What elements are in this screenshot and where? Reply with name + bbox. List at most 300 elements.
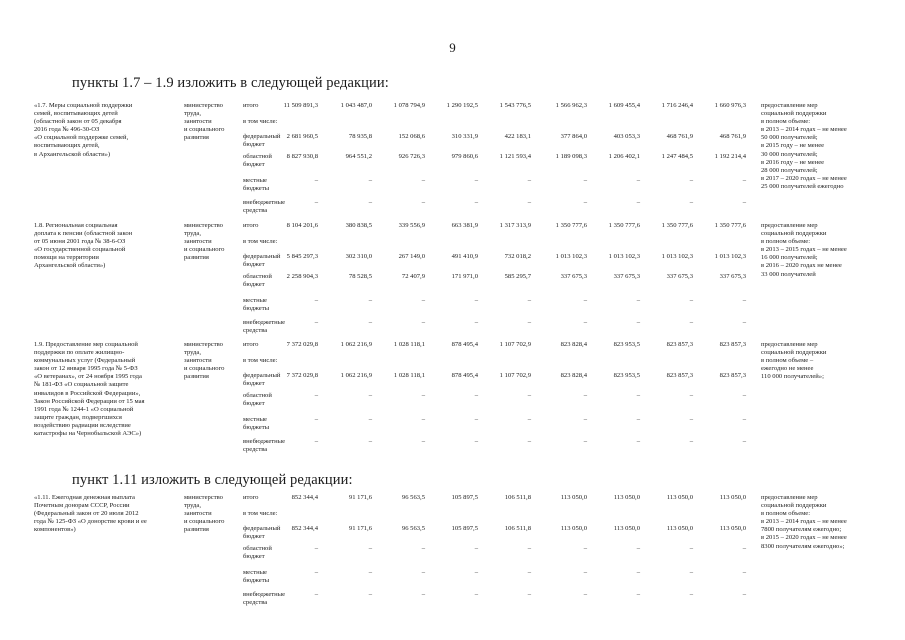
- funding-value-cell: –: [742, 319, 746, 326]
- funding-value-cell: –: [368, 438, 372, 445]
- description-line: помощи на территории: [34, 254, 99, 262]
- description-line: (Федеральный закон от 20 июля 2012: [34, 510, 139, 518]
- funding-value-cell: 1 013 102,3: [555, 252, 587, 260]
- responsible-line: развития: [184, 134, 209, 142]
- funding-value-cell: 337 675,3: [719, 273, 746, 280]
- funding-value-cell: –: [689, 199, 693, 206]
- funding-value-cell: 267 149,0: [398, 252, 425, 260]
- source-line: федеральный: [243, 371, 281, 379]
- funding-value-cell: –: [742, 392, 746, 399]
- result-line: социальной поддержки: [761, 230, 827, 238]
- funding-value-cell: 78 935,8: [348, 132, 372, 140]
- funding-value-cell: 823 953,5: [613, 371, 640, 379]
- description-line: компонентов»): [34, 526, 76, 534]
- result-line: 30 000 получателей;: [761, 150, 818, 158]
- responsible-line: развития: [184, 254, 209, 262]
- funding-value-cell: –: [689, 392, 693, 399]
- funding-value-cell: 1 317 313,9: [499, 222, 531, 229]
- funding-value-cell: 1 013 102,3: [608, 252, 640, 260]
- funding-value-cell: 113 050,0: [560, 524, 587, 532]
- funding-value-cell: –: [314, 199, 318, 206]
- funding-value-cell: 5 845 297,3: [286, 252, 318, 260]
- funding-value-cell: –: [474, 297, 478, 304]
- funding-value-cell: –: [527, 319, 531, 326]
- description-line: № 181-ФЗ «О социальной защите: [34, 381, 129, 389]
- source-line: внебюджетные: [243, 438, 286, 445]
- funding-value-cell: –: [742, 569, 746, 576]
- funding-value-cell: 337 675,3: [560, 273, 587, 280]
- source-line: федеральный: [243, 524, 281, 532]
- funding-value-cell: –: [368, 392, 372, 399]
- funding-value-cell: 113 050,0: [719, 524, 746, 532]
- item-description: [34, 494, 184, 534]
- funding-value-cell: 339 556,9: [398, 222, 425, 229]
- result-line: в 2015 – 2020 годах – не менее: [761, 534, 847, 542]
- funding-value-cell: 7 372 029,8: [286, 371, 318, 379]
- description-line: коммунальных услуг (Федеральный: [34, 357, 136, 365]
- funding-value-cell: 72 407,9: [401, 273, 425, 280]
- funding-value-cell: –: [689, 545, 693, 552]
- funding-value-cell: –: [368, 199, 372, 206]
- funding-value-cell: –: [636, 392, 640, 399]
- funding-value-cell: –: [527, 297, 531, 304]
- funding-source-label: [243, 238, 303, 246]
- funding-value-cell: –: [527, 591, 531, 598]
- funding-value-cell: 852 344,4: [291, 524, 318, 532]
- funding-value-cell: 1 028 118,1: [393, 341, 425, 348]
- result-line: в 2017 – 2020 годах – не менее: [761, 174, 847, 182]
- item-description: [34, 102, 184, 159]
- expected-result: [761, 494, 873, 551]
- funding-value-cell: 1 716 246,4: [661, 102, 693, 109]
- funding-value-cell: 979 860,6: [451, 153, 478, 160]
- funding-value-cell: –: [636, 319, 640, 326]
- result-line: в полном объеме:: [761, 118, 811, 126]
- funding-value-cell: –: [314, 319, 318, 326]
- funding-value-cell: –: [474, 438, 478, 445]
- funding-value-cell: 152 068,6: [398, 132, 425, 140]
- funding-value-cell: 105 897,5: [451, 494, 478, 501]
- funding-value-cell: –: [742, 438, 746, 445]
- source-line: местные: [243, 177, 267, 184]
- result-line: 110 000 получателей»;: [761, 373, 824, 381]
- funding-value-cell: –: [314, 591, 318, 598]
- source-line: областной: [243, 392, 272, 399]
- funding-value-cell: 823 857,3: [719, 371, 746, 379]
- expected-result: [761, 341, 873, 381]
- funding-value-cell: –: [314, 438, 318, 445]
- funding-value-cell: –: [583, 591, 587, 598]
- source-line: итого: [243, 494, 259, 501]
- funding-value-cell: –: [421, 177, 425, 184]
- funding-value-cell: 1 107 702,9: [499, 341, 531, 348]
- funding-value-cell: 1 247 484,5: [661, 153, 693, 160]
- source-line: местные: [243, 416, 267, 423]
- funding-value-cell: 1 107 702,9: [499, 371, 531, 379]
- funding-value-cell: –: [689, 416, 693, 423]
- funding-value-cell: 113 050,0: [560, 494, 587, 501]
- source-line: бюджет: [243, 379, 265, 387]
- funding-value-cell: 1 121 593,4: [499, 153, 531, 160]
- description-line: «О социальной поддержке семей,: [34, 134, 129, 142]
- source-line: бюджеты: [243, 424, 270, 432]
- funding-value-cell: –: [636, 438, 640, 445]
- funding-value-cell: 403 053,3: [613, 132, 640, 140]
- responsible-line: труда,: [184, 502, 201, 510]
- result-line: 8300 получателям ежегодно»;: [761, 542, 845, 550]
- description-line: воспитывающих детей,: [34, 142, 100, 150]
- description-line: в Архангельской области»): [34, 150, 111, 158]
- section-heading-1: пункты 1.7 – 1.9 изложить в следующей редакции:: [72, 75, 389, 91]
- funding-value-cell: 663 381,9: [451, 222, 478, 229]
- funding-value-cell: –: [742, 545, 746, 552]
- funding-value-cell: 1 660 976,3: [714, 102, 746, 109]
- responsible-line: занятости: [184, 238, 212, 246]
- funding-value-cell: –: [421, 416, 425, 423]
- result-line: 50 000 получателей;: [761, 134, 818, 142]
- source-line: бюджеты: [243, 577, 270, 585]
- source-line: средства: [243, 446, 268, 454]
- item-description: [34, 341, 184, 438]
- responsible-line: труда,: [184, 110, 201, 118]
- description-line: года № 125-ФЗ «О донорстве крови и ее: [34, 518, 147, 526]
- funding-value-cell: –: [527, 438, 531, 445]
- funding-value-cell: –: [689, 319, 693, 326]
- funding-value-cell: 1 350 777,6: [555, 222, 587, 229]
- description-line: 2016 года № 496-30-ОЗ: [34, 126, 100, 134]
- funding-value-cell: –: [527, 177, 531, 184]
- source-line: местные: [243, 569, 267, 576]
- funding-value-cell: 1 350 777,6: [661, 222, 693, 229]
- source-line: в том числе:: [243, 356, 278, 364]
- funding-value-cell: 823 828,4: [560, 341, 587, 348]
- funding-value-cell: –: [583, 545, 587, 552]
- description-line: (областной закон от 05 декабря: [34, 118, 122, 126]
- funding-value-cell: 310 331,9: [451, 132, 478, 140]
- source-line: федеральный: [243, 132, 281, 140]
- funding-value-cell: –: [368, 297, 372, 304]
- result-line: социальной поддержки: [761, 502, 827, 510]
- description-line: 1.9. Предоставление мер социальной: [34, 341, 138, 348]
- source-line: бюджет: [243, 281, 265, 289]
- funding-value-cell: 1 543 776,5: [499, 102, 531, 109]
- funding-value-cell: 113 050,0: [613, 494, 640, 501]
- funding-value-cell: –: [314, 569, 318, 576]
- funding-value-cell: 585 295,7: [504, 273, 531, 280]
- funding-value-cell: 1 013 102,3: [661, 252, 693, 260]
- funding-value-cell: 468 761,9: [719, 132, 746, 140]
- funding-value-cell: 78 528,5: [348, 273, 372, 280]
- source-line: бюджет: [243, 532, 265, 540]
- funding-value-cell: –: [474, 199, 478, 206]
- funding-value-cell: 1 028 118,1: [393, 371, 425, 379]
- funding-value-cell: 1 290 192,5: [446, 102, 478, 109]
- funding-value-cell: 732 018,2: [504, 252, 531, 260]
- funding-value-cell: 380 838,5: [345, 222, 372, 229]
- funding-value-cell: –: [636, 591, 640, 598]
- funding-value-cell: 171 971,0: [451, 273, 478, 280]
- funding-value-cell: 91 171,6: [348, 524, 372, 532]
- funding-value-cell: 1 062 216,9: [340, 371, 372, 379]
- description-line: Архангельской области»): [34, 262, 106, 270]
- funding-value-cell: –: [527, 569, 531, 576]
- funding-value-cell: –: [368, 319, 372, 326]
- funding-value-cell: 96 563,5: [401, 524, 425, 532]
- result-line: социальной поддержки: [761, 110, 827, 118]
- result-line: предоставление мер: [761, 494, 818, 501]
- funding-value-cell: 113 050,0: [666, 524, 693, 532]
- funding-value-cell: 11 509 891,3: [283, 102, 318, 109]
- funding-value-cell: –: [421, 199, 425, 206]
- result-line: в 2013 – 2014 годах – не менее: [761, 518, 847, 526]
- funding-value-cell: 91 171,6: [348, 494, 372, 501]
- page-number: 9: [449, 40, 456, 55]
- description-line: инвалидов в Российской Федерации»,: [34, 389, 141, 397]
- description-line: поддержки по оплате жилищно-: [34, 349, 125, 357]
- funding-value-cell: –: [742, 199, 746, 206]
- funding-value-cell: –: [742, 591, 746, 598]
- result-line: в 2016 – 2020 годах не менее: [761, 262, 842, 270]
- funding-value-cell: 468 761,9: [666, 132, 693, 140]
- result-line: 16 000 получателей;: [761, 254, 818, 262]
- responsible-line: министерство: [184, 494, 223, 501]
- item-description: [34, 222, 184, 271]
- responsible-line: занятости: [184, 357, 212, 365]
- funding-value-cell: –: [368, 545, 372, 552]
- funding-value-cell: 1 609 455,4: [608, 102, 640, 109]
- source-line: бюджеты: [243, 305, 270, 313]
- description-line: 1.8. Региональная социальная: [34, 222, 118, 229]
- funding-value-cell: –: [421, 545, 425, 552]
- source-line: в том числе:: [243, 117, 278, 125]
- funding-value-cell: 823 953,5: [613, 341, 640, 348]
- responsible-executor: [184, 494, 242, 534]
- source-line: средства: [243, 327, 268, 335]
- funding-value-cell: –: [368, 569, 372, 576]
- source-line: итого: [243, 102, 259, 109]
- funding-value-cell: –: [474, 392, 478, 399]
- result-line: предоставление мер: [761, 341, 818, 348]
- expected-result: [761, 222, 873, 279]
- funding-value-cell: –: [583, 416, 587, 423]
- funding-value-cell: –: [314, 416, 318, 423]
- funding-value-cell: –: [689, 569, 693, 576]
- funding-value-cell: 1 192 214,4: [714, 153, 746, 160]
- result-line: в полном объеме –: [761, 357, 814, 365]
- result-line: в полном объеме:: [761, 510, 811, 518]
- result-line: в 2013 – 2014 годах – не менее: [761, 126, 847, 134]
- funding-value-cell: 964 551,2: [345, 153, 372, 160]
- source-line: в том числе:: [243, 237, 278, 245]
- result-line: в 2015 году – не менее: [761, 142, 825, 150]
- source-line: местные: [243, 297, 267, 304]
- source-line: бюджет: [243, 260, 265, 268]
- responsible-line: развития: [184, 526, 209, 534]
- funding-value-cell: –: [421, 392, 425, 399]
- source-line: бюджет: [243, 553, 265, 561]
- funding-value-cell: –: [583, 297, 587, 304]
- funding-value-cell: –: [421, 297, 425, 304]
- description-line: «О государственной социальной: [34, 246, 126, 254]
- description-line: закон от 12 января 1995 года № 5-ФЗ: [34, 365, 138, 373]
- funding-value-cell: 1 078 794,9: [393, 102, 425, 109]
- funding-value-cell: –: [527, 392, 531, 399]
- funding-value-cell: 852 344,4: [291, 494, 318, 501]
- funding-value-cell: –: [527, 199, 531, 206]
- funding-value-cell: 113 050,0: [666, 494, 693, 501]
- description-line: семей, воспитывающих детей: [34, 110, 118, 118]
- funding-value-cell: –: [636, 416, 640, 423]
- funding-value-cell: 491 410,9: [451, 252, 478, 260]
- source-line: областной: [243, 273, 272, 280]
- result-line: предоставление мер: [761, 102, 818, 109]
- funding-value-cell: 106 511,8: [504, 494, 531, 501]
- responsible-executor: [184, 102, 242, 142]
- funding-value-cell: 7 372 029,8: [286, 341, 318, 348]
- funding-value-cell: 1 062 216,9: [340, 341, 372, 348]
- funding-value-cell: –: [421, 438, 425, 445]
- funding-value-cell: 113 050,0: [613, 524, 640, 532]
- funding-value-cell: –: [636, 297, 640, 304]
- source-line: в том числе:: [243, 509, 278, 517]
- funding-value-cell: 337 675,3: [613, 273, 640, 280]
- description-line: 1991 года № 1244-1 «О социальной: [34, 405, 134, 413]
- funding-value-cell: 823 857,3: [666, 341, 693, 348]
- funding-value-cell: 878 495,4: [451, 341, 478, 348]
- funding-value-cell: 926 726,3: [398, 153, 425, 160]
- responsible-line: труда,: [184, 349, 201, 357]
- funding-value-cell: 1 013 102,3: [714, 252, 746, 260]
- responsible-line: и социального: [184, 365, 225, 373]
- responsible-line: и социального: [184, 126, 225, 134]
- funding-value-cell: –: [314, 545, 318, 552]
- funding-value-cell: –: [527, 545, 531, 552]
- funding-value-cell: –: [474, 177, 478, 184]
- description-line: Почетным донорам СССР, России: [34, 502, 130, 510]
- funding-value-cell: –: [474, 416, 478, 423]
- responsible-line: министерство: [184, 222, 223, 229]
- responsible-line: министерство: [184, 102, 223, 109]
- result-line: 25 000 получателей ежегодно: [761, 182, 844, 190]
- source-line: итого: [243, 341, 259, 348]
- funding-value-cell: –: [368, 177, 372, 184]
- funding-value-cell: –: [583, 438, 587, 445]
- funding-value-cell: 2 258 904,3: [286, 273, 318, 280]
- funding-value-cell: –: [474, 591, 478, 598]
- responsible-line: развития: [184, 373, 209, 381]
- expected-result: [761, 102, 873, 191]
- description-line: защите граждан, подвергшихся: [34, 413, 122, 421]
- funding-value-cell: 1 350 777,6: [608, 222, 640, 229]
- source-line: федеральный: [243, 252, 281, 260]
- funding-value-cell: –: [583, 392, 587, 399]
- funding-value-cell: 1 043 487,0: [340, 102, 372, 109]
- funding-value-cell: –: [527, 416, 531, 423]
- funding-value-cell: 302 310,0: [345, 252, 372, 260]
- description-line: «1.7. Меры социальной поддержки: [34, 102, 133, 109]
- funding-value-cell: –: [742, 416, 746, 423]
- funding-value-cell: 2 681 960,5: [286, 132, 318, 140]
- result-line: 33 000 получателей: [761, 270, 816, 278]
- funding-value-cell: 422 183,1: [504, 132, 531, 140]
- responsible-line: и социального: [184, 246, 225, 254]
- result-line: в 2016 году – не менее: [761, 158, 825, 166]
- funding-value-cell: 1 206 402,1: [608, 153, 640, 160]
- funding-value-cell: –: [636, 545, 640, 552]
- source-line: средства: [243, 599, 268, 607]
- result-line: 28 000 получателей;: [761, 166, 818, 174]
- responsible-line: и социального: [184, 518, 225, 526]
- result-line: социальной поддержки: [761, 349, 827, 357]
- responsible-line: занятости: [184, 118, 212, 126]
- description-line: «1.11. Ежегодная денежная выплата: [34, 494, 135, 501]
- funding-value-cell: –: [689, 591, 693, 598]
- source-line: бюджеты: [243, 185, 270, 193]
- funding-value-cell: –: [474, 545, 478, 552]
- description-line: Закон Российской Федерации от 15 мая: [34, 397, 145, 405]
- description-line: воздействию радиации вследствие: [34, 421, 131, 429]
- funding-source-label: [243, 510, 303, 518]
- funding-value-cell: 377 864,0: [560, 132, 587, 140]
- source-line: областной: [243, 153, 272, 160]
- responsible-line: занятости: [184, 510, 212, 518]
- funding-value-cell: –: [636, 199, 640, 206]
- funding-value-cell: –: [421, 319, 425, 326]
- responsible-executor: [184, 341, 242, 381]
- funding-value-cell: –: [742, 177, 746, 184]
- funding-value-cell: –: [474, 569, 478, 576]
- funding-value-cell: –: [583, 199, 587, 206]
- source-line: областной: [243, 545, 272, 552]
- funding-value-cell: –: [421, 591, 425, 598]
- result-line: в 2013 – 2015 годах – не менее: [761, 246, 847, 254]
- funding-value-cell: 337 675,3: [666, 273, 693, 280]
- result-line: предоставление мер: [761, 222, 818, 229]
- funding-value-cell: 106 511,8: [504, 524, 531, 532]
- funding-value-cell: 8 104 201,6: [286, 222, 318, 229]
- description-line: катастрофы на Чернобыльской АЭС»): [34, 430, 142, 438]
- funding-value-cell: –: [689, 297, 693, 304]
- description-line: доплата к пенсии (областной закон: [34, 230, 133, 238]
- responsible-line: труда,: [184, 230, 201, 238]
- funding-value-cell: –: [636, 177, 640, 184]
- funding-value-cell: –: [474, 319, 478, 326]
- section-heading-2: пункт 1.11 изложить в следующей редакции:: [72, 472, 353, 488]
- funding-value-cell: 823 828,4: [560, 371, 587, 379]
- funding-value-cell: 823 857,3: [666, 371, 693, 379]
- funding-value-cell: –: [583, 569, 587, 576]
- source-line: бюджет: [243, 140, 265, 148]
- description-line: от 05 июня 2001 года № 38-6-ОЗ: [34, 238, 126, 246]
- funding-value-cell: 823 857,3: [719, 341, 746, 348]
- funding-value-cell: –: [689, 438, 693, 445]
- funding-value-cell: –: [421, 569, 425, 576]
- source-line: внебюджетные: [243, 199, 286, 206]
- funding-value-cell: –: [314, 392, 318, 399]
- funding-value-cell: –: [689, 177, 693, 184]
- source-line: средства: [243, 207, 268, 215]
- funding-value-cell: –: [742, 297, 746, 304]
- source-line: внебюджетные: [243, 591, 286, 598]
- result-line: в полном объеме:: [761, 238, 811, 246]
- funding-value-cell: –: [583, 177, 587, 184]
- funding-value-cell: 8 827 930,8: [286, 153, 318, 160]
- funding-value-cell: 1 350 777,6: [714, 222, 746, 229]
- source-line: итого: [243, 222, 259, 229]
- funding-value-cell: 105 897,5: [451, 524, 478, 532]
- result-line: ежегодно не менее: [761, 365, 814, 373]
- funding-source-label: [243, 357, 303, 365]
